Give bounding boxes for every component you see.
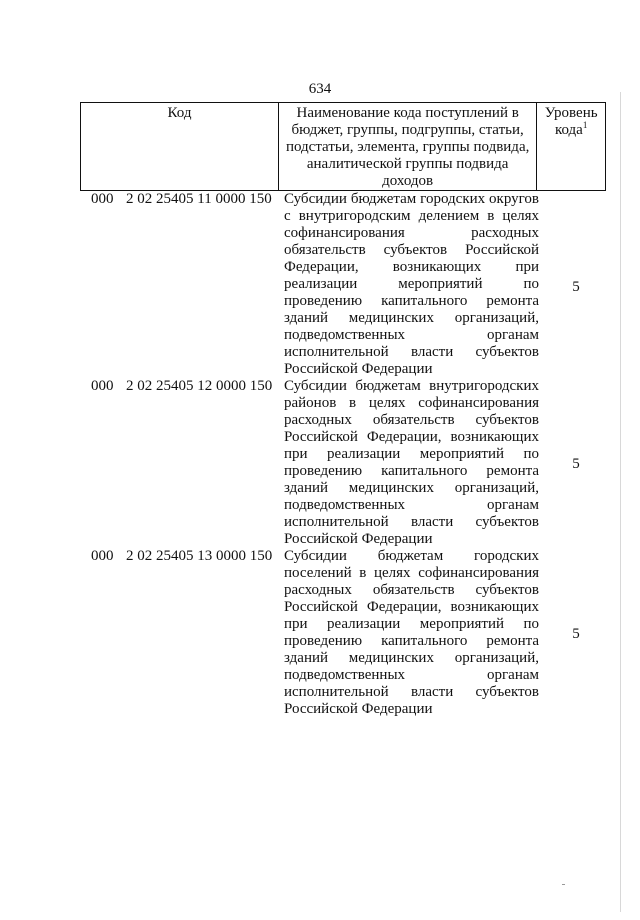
page-number: 634 [308, 81, 332, 97]
row-description: Субсидии бюджетам внутригородских районов в целях софинансирования расходных обязательств субъектов Российской Федерации, возникающих при реализации мероприятий по проведению капитального ремонта зданий медицинских организаций, подведомственных органам исполнительной власти субъектов Российской Федерации [284, 378, 539, 547]
scan-edge-line [620, 92, 621, 912]
row-budget-code: 2 02 25405 12 0000 150 [126, 378, 273, 394]
header-code-cell [81, 103, 279, 191]
header-level-cell [537, 103, 606, 191]
row-description: Субсидии бюджетам городских округов с внутригородским делением в целях софинансирования расходных обязательств субъектов Российской Федерации, возникающих при реализации мероприятий по проведению капитального ремонта зданий медицинских организаций, подведомственных органам исполнительной власти субъектов Российской Федерации [284, 191, 539, 377]
row-description: Субсидии бюджетам городских поселений в целях софинансирования расходных обязательств субъектов Российской Федерации, возникающих при реализации мероприятий по проведению капитального ремонта зданий медицинских организаций, подведомственных органам исполнительной власти субъектов Российской Федерации [284, 548, 539, 717]
row-budget-code: 2 02 25405 11 0000 150 [126, 191, 272, 207]
scan-speck [562, 884, 565, 885]
row-admin-code: 000 [91, 548, 114, 564]
row-level: 5 [572, 626, 580, 642]
header-code-label: Код [167, 105, 192, 121]
header-name-label: Наименование кода поступлений в бюджет, группы, подгруппы, статьи, подстатьи, элемента, группы подвида, аналитической группы подвида доходов [285, 105, 530, 189]
row-admin-code: 000 [91, 378, 114, 394]
header-level-label: Уровень кода [544, 105, 598, 138]
row-level: 5 [572, 279, 580, 295]
header-name-cell [279, 103, 537, 191]
row-admin-code: 000 [91, 191, 114, 207]
row-level: 5 [572, 456, 580, 472]
row-budget-code: 2 02 25405 13 0000 150 [126, 548, 273, 564]
table-header [80, 102, 606, 191]
header-level-footnote: 1 [582, 120, 588, 130]
